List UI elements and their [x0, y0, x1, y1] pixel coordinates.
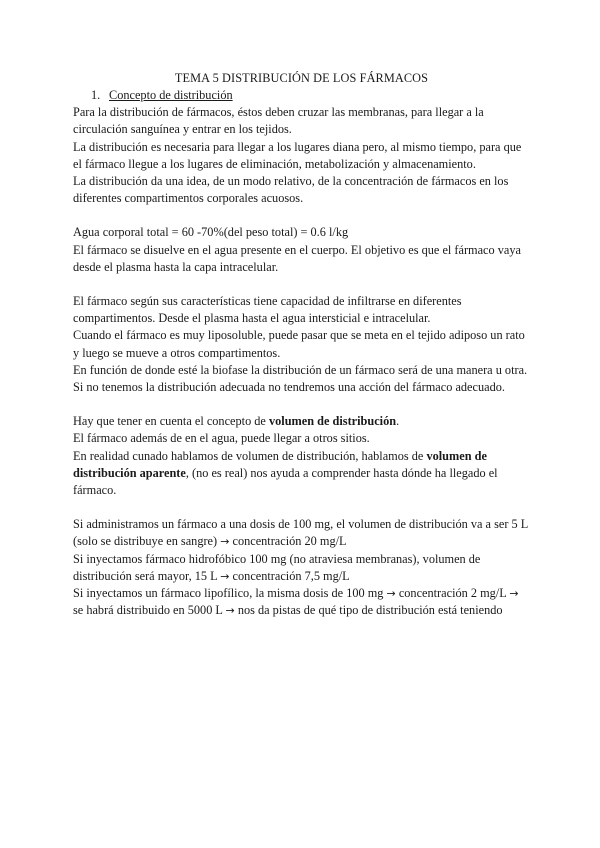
- formula-line: Agua corporal total = 60 -70%(del peso total) = 0.6 l/kg: [73, 225, 349, 240]
- paragraph: El fármaco según sus características tiene capacidad de infiltrarse en diferentes compartimentos. Desde el plasma hasta el agua intersticial e intracelular.: [73, 294, 462, 326]
- section-heading: [73, 87, 530, 104]
- text-run: En realidad cunado hablamos de volumen de distribución, hablamos de: [73, 448, 427, 463]
- text-run: se habrá distribuido en 5000 L: [73, 603, 226, 618]
- bold-term: volumen de distribución: [268, 414, 397, 429]
- page-title: TEMA 5 DISTRIBUCIÓN DE LOS FÁRMACOS: [174, 71, 429, 85]
- text-run: concentración 2 mg/L: [395, 586, 510, 601]
- arrow-icon: →: [509, 587, 519, 601]
- paragraph: Para la distribución de fármacos, éstos deben cruzar las membranas, para llegar a la circulación sanguínea y entrar en los tejidos.: [73, 105, 484, 137]
- text-run: nos da pistas de qué tipo de distribución está teniendo: [234, 603, 503, 618]
- arrow-icon: →: [220, 535, 230, 549]
- paragraph: [73, 551, 530, 585]
- paragraph: La distribución da una idea, de un modo relativo, de la concentración de fármacos en los diferentes compartimentos corporales acuosos.: [73, 174, 509, 206]
- text-run: concentración 7,5 mg/L: [229, 568, 350, 583]
- paragraph: Cuando el fármaco es muy liposoluble, puede pasar que se meta en el tejido adiposo un rato y luego se mueve a otros compartimentos.: [73, 328, 525, 360]
- text-run: Si inyectamos fármaco hidrofóbico 100 mg (no atraviesa membranas), volumen de distribución será mayor, 15 L: [73, 551, 481, 583]
- paragraph: La distribución es necesaria para llegar a los lugares diana pero, al mismo tiempo, para que el fármaco llegue a los lugares de eliminación, metabolización y almacenamiento.: [73, 139, 522, 171]
- paragraph: [73, 516, 530, 550]
- text-run: , (no es real) nos ayuda a comprender hasta dónde ha llegado el fármaco.: [73, 465, 498, 498]
- bold-term: volumen de distribución aparente: [73, 448, 487, 480]
- paragraph: En función de donde esté la biofase la distribución de un fármaco será de una manera u otra. Si no tenemos la distribución adecuada no tendremos una acción del fármaco adecuado.: [73, 362, 528, 395]
- text-run: Si administramos un fármaco a una dosis de 100 mg, el volumen de distribución va a ser 5 L (solo se distribuye en sangre): [73, 517, 528, 549]
- section-title: Concepto de distribución: [109, 88, 233, 102]
- paragraph: [73, 448, 530, 500]
- text-run: .: [396, 414, 400, 429]
- paragraph: [73, 413, 530, 430]
- section-number: 1.: [91, 88, 101, 102]
- arrow-icon: →: [386, 587, 396, 601]
- paragraph: El fármaco se disuelve en el agua presente en el cuerpo. El objetivo es que el fármaco vaya desde el plasma hasta la capa intracelular.: [73, 242, 521, 274]
- paragraph: [73, 585, 530, 619]
- arrow-icon: →: [225, 604, 235, 618]
- text-run: Hay que tener en cuenta el concepto de: [73, 414, 269, 429]
- arrow-icon: →: [220, 569, 230, 583]
- text-run: concentración 20 mg/L: [229, 534, 347, 549]
- text-run: Si inyectamos un fármaco lipofílico, la misma dosis de 100 mg: [73, 586, 387, 601]
- paragraph: El fármaco además de en el agua, puede llegar a otros sitios.: [73, 431, 370, 446]
